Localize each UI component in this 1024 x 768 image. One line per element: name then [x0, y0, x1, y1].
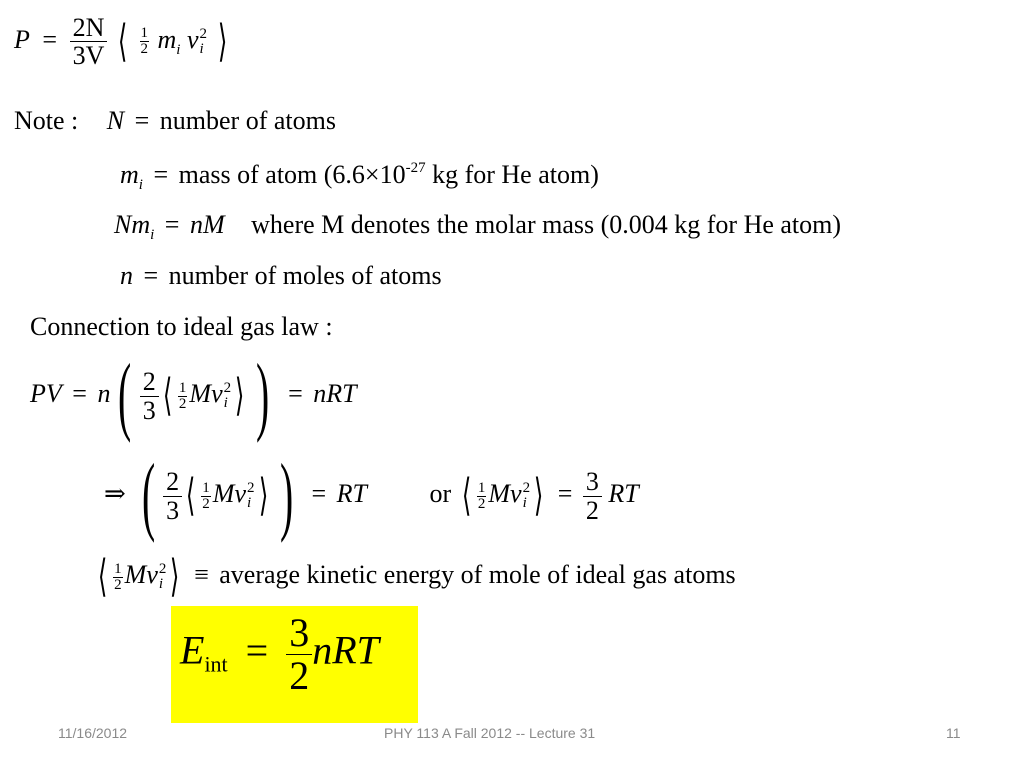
- right-angle-bracket: ⟩: [170, 551, 180, 602]
- rt-symbol: RT: [608, 478, 639, 508]
- three-numerator: 3: [583, 468, 602, 496]
- moles-line: [120, 261, 442, 291]
- connection-heading: Connection to ideal gas law :: [30, 312, 333, 341]
- three-halves-fraction: [286, 612, 312, 697]
- left-angle-bracket: ⟨: [185, 470, 196, 521]
- velocity-superscript: 2: [158, 561, 167, 577]
- velocity-symbol: v: [211, 378, 223, 408]
- two-thirds-fraction: [140, 368, 159, 424]
- velocity-indices: [200, 27, 208, 57]
- energy-subscript: int: [204, 651, 228, 677]
- energy-symbol: E: [180, 627, 205, 673]
- equals-sign: =: [245, 627, 269, 673]
- velocity-subscript: i: [522, 495, 527, 511]
- molar-text: where M denotes the molar mass (0.004 kg for He atom): [251, 210, 842, 239]
- velocity-subscript: i: [199, 40, 204, 57]
- velocity-symbol: v: [510, 478, 522, 508]
- half-fraction: [201, 481, 211, 512]
- half-fraction: [477, 481, 487, 512]
- note-text: number of atoms: [159, 106, 336, 135]
- left-angle-bracket: ⟨: [461, 470, 471, 521]
- mass-line: [120, 160, 599, 194]
- equals-sign: =: [288, 378, 303, 408]
- molar-mass-symbol: M: [488, 478, 511, 508]
- velocity-symbol: v: [146, 559, 158, 589]
- velocity-superscript: 2: [199, 25, 208, 42]
- right-paren: ): [256, 347, 270, 444]
- left-angle-bracket: ⟨: [162, 370, 173, 421]
- nrt-rhs: nRT: [313, 378, 357, 408]
- right-angle-bracket: ⟩: [217, 15, 227, 67]
- right-paren: ): [279, 447, 293, 544]
- two-thirds-fraction: [163, 468, 182, 524]
- left-angle-bracket: ⟨: [97, 551, 108, 602]
- half-numerator: 1: [114, 560, 122, 577]
- velocity-superscript: 2: [223, 380, 232, 396]
- velocity-superscript: 2: [247, 480, 255, 496]
- nm-symbol: Nm: [114, 210, 151, 239]
- velocity-subscript: i: [247, 495, 252, 511]
- footer-course: PHY 113 A Fall 2012 -- Lecture 31: [384, 725, 596, 741]
- nrt-symbol: nRT: [312, 627, 379, 673]
- half-fraction: [140, 26, 150, 57]
- footer-date: 11/16/2012: [58, 725, 128, 741]
- half-denominator: 2: [178, 395, 187, 412]
- implies-arrow: ⇒: [104, 478, 126, 508]
- mass-exponent: -27: [405, 160, 426, 176]
- half-denominator: 2: [114, 576, 122, 593]
- three-numerator: 3: [286, 612, 312, 655]
- molar-line: [114, 210, 841, 244]
- half-denominator: 2: [477, 495, 486, 512]
- pv-symbol: PV: [30, 378, 62, 408]
- mass-tail: kg for He atom): [425, 160, 599, 189]
- half-denominator: 2: [202, 495, 210, 512]
- or-word: or: [429, 478, 452, 508]
- velocity-subscript: i: [223, 395, 228, 411]
- equals-sign: =: [42, 24, 58, 54]
- velocity-subscript: i: [158, 576, 164, 592]
- equiv-sign: ≡: [194, 559, 209, 589]
- equals-sign: =: [72, 378, 87, 408]
- right-angle-bracket: ⟩: [533, 470, 544, 521]
- half-numerator: 1: [202, 479, 210, 496]
- equals-sign: =: [557, 478, 573, 508]
- velocity-indices: [224, 381, 232, 411]
- fraction-denominator: 3V: [72, 41, 105, 71]
- pressure-equation: [14, 14, 231, 70]
- equals-sign: =: [143, 261, 159, 290]
- half-fraction: [178, 381, 188, 412]
- equals-sign: =: [164, 210, 180, 239]
- footer-page-number: 11: [946, 725, 961, 741]
- left-paren: (: [141, 447, 156, 544]
- half-fraction: [113, 562, 123, 593]
- half-numerator: 1: [140, 25, 149, 42]
- moles-text: number of moles of atoms: [168, 261, 442, 290]
- m-subscript: i: [138, 177, 143, 193]
- equals-sign: =: [311, 478, 327, 508]
- m-symbol: m: [120, 160, 139, 189]
- half-numerator: 1: [178, 379, 187, 396]
- half-numerator: 1: [477, 479, 486, 496]
- ideal-gas-equation: [30, 347, 357, 444]
- note-label: Note :: [14, 106, 79, 135]
- velocity-indices: [523, 481, 531, 511]
- three-denominator: 3: [142, 395, 156, 425]
- nm-subscript: i: [150, 227, 155, 243]
- three-halves-fraction: [583, 468, 602, 524]
- velocity-symbol: v: [186, 24, 199, 54]
- rt-symbol: RT: [336, 478, 367, 508]
- mass-symbol: m: [157, 24, 177, 54]
- mass-subscript: i: [176, 41, 181, 58]
- velocity-symbol: v: [234, 478, 246, 508]
- two-numerator: 2: [163, 468, 182, 496]
- right-angle-bracket: ⟩: [258, 470, 268, 521]
- left-paren: (: [118, 347, 132, 444]
- velocity-indices: [159, 562, 167, 592]
- molar-mass-symbol: M: [212, 478, 235, 508]
- molar-mass-symbol: M: [124, 559, 147, 589]
- internal-energy-equation: [180, 612, 379, 697]
- velocity-indices: [247, 481, 255, 511]
- n-moles-symbol: n: [120, 261, 133, 290]
- right-angle-bracket: ⟩: [235, 370, 245, 421]
- half-denominator: 2: [140, 41, 149, 58]
- three-denominator: 3: [166, 495, 180, 525]
- left-angle-bracket: ⟨: [117, 15, 128, 67]
- mass-text: mass of atom (6.6×10: [178, 160, 406, 189]
- n-symbol: N: [106, 106, 125, 135]
- fraction-numerator: 2N: [70, 14, 108, 42]
- pressure-symbol: P: [14, 24, 30, 54]
- two-denominator: 2: [289, 653, 310, 698]
- equals-sign: =: [134, 106, 150, 135]
- velocity-superscript: 2: [522, 480, 531, 496]
- note-line: [14, 106, 336, 136]
- fraction-2n-3v: [70, 14, 108, 70]
- n-factor: n: [97, 378, 111, 408]
- molar-mass-symbol: M: [189, 378, 212, 408]
- implies-equation: [104, 447, 639, 544]
- average-ke-line: [94, 551, 736, 602]
- equals-sign: =: [153, 160, 169, 189]
- two-denominator: 2: [585, 495, 599, 525]
- average-ke-text: average kinetic energy of mole of ideal gas atoms: [219, 559, 736, 589]
- nm-rhs: nM: [189, 210, 225, 239]
- two-numerator: 2: [140, 368, 159, 396]
